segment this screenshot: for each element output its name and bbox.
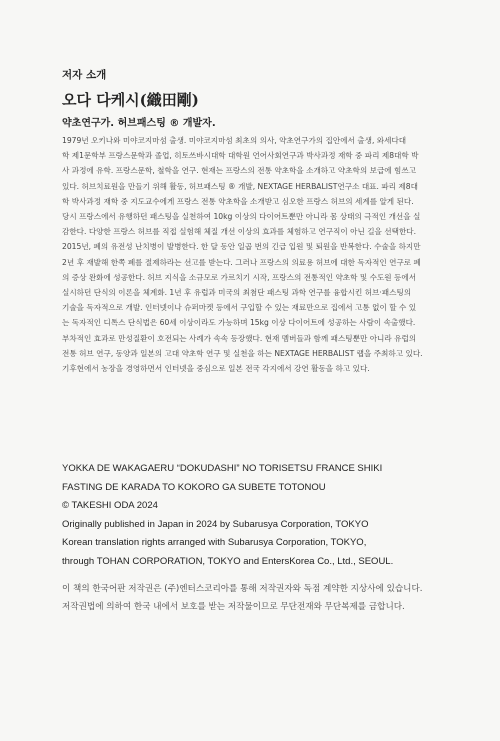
bio-line: 감한다. 다양한 프랑스 허브를 직접 실험해 체질 개선 이상의 효과를 체험하고 연구직이 아닌 길을 선택한다.	[62, 227, 417, 237]
bio-line: 부차적인 효과로 만성질환이 호전되는 사례가 속속 등장했다. 현재 멤버들과 함께 패스팅뿐만 아니라 유럽의	[62, 333, 417, 343]
translation-rights: Korean translation rights arranged with Subarusya Corporation, TOKYO,	[62, 537, 367, 548]
bio-line: 기후현에서 농장을 경영하면서 인터넷을 중심으로 일본 전국 각지에서 강연 활동을 하고 있다.	[62, 364, 370, 374]
bio-line: 2015년, 폐의 유전성 난치병이 발병한다. 한 달 동안 일곱 번의 긴급 입원 및 퇴원을 반복한다. 수술을 하지만	[62, 242, 421, 252]
bio-line: 의 증상 완화에 성공한다. 허브 지식을 소규모로 가르치기 시작, 프랑스의 전통적인 약초학 및 수도원 등에서	[62, 272, 417, 282]
notice-line: 이 책의 한국어판 저작권은 (주)엔터스코리아를 통해 저작권자와 독점 계약한 지상사에 있습니다.	[62, 584, 423, 594]
copyright-block	[62, 460, 462, 571]
author-biography	[62, 133, 444, 376]
bio-line: 학 박사과정 재학 중 지도교수에게 프랑스 전통 약초학을 소개받고 심오한 프랑스 허브의 세계를 알게 된다.	[62, 196, 414, 206]
original-title-line: FASTING DE KARADA TO KOKORO GA SUBETE TOTONOU	[62, 481, 326, 493]
bio-line: 실시하던 단식의 이론을 체계화. 1년 후 유럽과 미국의 최첨단 패스팅 과학 연구를 융합시킨 허브·패스팅의	[62, 288, 412, 298]
translation-rights: through TOHAN CORPORATION, TOKYO and EntersKorea Co., Ltd., SEOUL.	[62, 555, 394, 567]
bio-line: 2년 후 재발해 한쪽 폐를 절제하라는 선고를 받는다. 그러나 프랑스의 의료용 허브에 대한 독자적인 연구로 폐	[62, 257, 421, 267]
bio-line: 학 제1문학부 프랑스문학과 졸업, 히토쓰바시대학 대학원 언어사회연구과 박사과정 재학 중 파리 제8대학 박	[62, 151, 419, 161]
publication-info: Originally published in Japan in 2024 by Subarusya Corporation, TOKYO	[62, 518, 369, 530]
original-title-line: YOKKA DE WAKAGAERU “DOKUDASHI” NO TORISETSU FRANCE SHIKI	[62, 463, 383, 474]
bio-line: 사 과정에 유학. 프랑스문학, 철학을 연구. 현재는 프랑스의 전통 약초학을 소개하고 약초학의 보급에 힘쓰고	[62, 166, 417, 176]
bio-line: 전통 허브 연구, 동양과 일본의 고대 약초학 연구 및 실천을 하는 NEXTAGE HERBALIST 랩을 주최하고 있다.	[62, 348, 423, 358]
author-role: 약초연구가. 허브패스팅 ® 개발자.	[62, 118, 216, 129]
notice-line: 저작권법에 의하여 한국 내에서 보호를 받는 저작물이므로 무단전재와 무단복제를 금합니다.	[62, 602, 405, 612]
copyright-notice: © TAKESHI ODA 2024	[62, 500, 158, 511]
author-section-heading: 저자 소개	[62, 69, 107, 81]
bio-line: 1979년 오키나와 미야코지마섬 출생. 미야코지마섬 최초의 의사, 약초연구가의 집안에서 출생, 와세다대	[62, 136, 407, 145]
bio-line: 는 독자적인 디톡스 단식법은 60세 이상이라도 가능하며 15kg 이상 다이어트에 성공하는 사람이 속출했다.	[62, 318, 416, 328]
bio-line: 당시 프랑스에서 유행하던 패스팅을 실천하여 10kg 이상의 다이어트뿐만 아니라 몸 상태의 극적인 개선을 실	[62, 212, 421, 222]
korean-rights-notice	[62, 580, 462, 616]
bio-line: 기술을 독자적으로 개발. 인터넷이나 슈퍼마켓 등에서 구입할 수 있는 재료만으로 집에서 고통 없이 할 수 있	[62, 303, 417, 313]
bio-line: 있다. 허브치료원을 만들기 위해 활동, 허브패스팅 ® 개발, NEXTAGE HERBALIST연구소 대표. 파리 제8대	[62, 181, 418, 191]
author-name: 오다 다케시(織田剛)	[62, 91, 199, 109]
